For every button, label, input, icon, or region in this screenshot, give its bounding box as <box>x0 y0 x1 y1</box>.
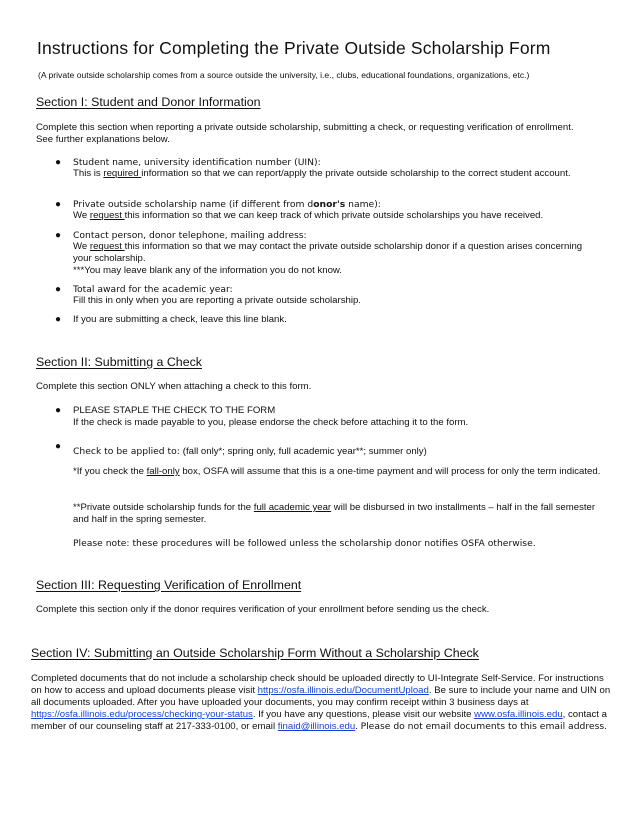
item-title: PLEASE STAPLE THE CHECK TO THE FORM <box>73 405 276 416</box>
item-body: We request this information so that we may contact the private outside scholarship donor if a question arises concerning your scholarship. <box>73 241 583 264</box>
section-1-item-total-award <box>73 284 603 307</box>
section-2-note-full-year: **Private outside scholarship funds for the full academic year will be disbursed in two installments – half in the fall semester and half in the spring semester. <box>73 502 596 525</box>
section-1-item-contact <box>73 230 603 277</box>
website-link[interactable]: www.osfa.illinois.edu <box>474 709 563 720</box>
item-body: We request this information so that we can keep track of which private outside scholarships you have received. <box>73 210 544 221</box>
section-2-item-staple <box>73 405 603 429</box>
bullet-icon: ● <box>55 441 62 452</box>
item-title: Student name, university identification number (UIN): <box>73 157 321 168</box>
bullet-icon: ● <box>55 157 62 168</box>
item-body: If the check is made payable to you, please endorse the check before attaching it to the form. <box>73 417 469 428</box>
section-1-item-scholarship-name <box>73 199 603 222</box>
item-title: Contact person, donor telephone, mailing address: <box>73 230 307 241</box>
checking-status-link[interactable]: https://osfa.illinois.edu/process/checking-your-status <box>31 709 253 720</box>
section-4-body: Completed documents that do not include a scholarship check should be uploaded directly to UI-Integrate Self-Service. For instructions on how to access and upload documents please visit https://osfa.illinois.edu/DocumentUpload. Be sure to include your name and UIN on all documents uploaded. After you have uploaded your documents, you may confirm receipt within 3 business days at https://osfa.illinois.edu/process/checking-your-status. If you have any questions, please visit our website www.osfa.illinois.edu, contact a member of our counseling staff at 217-333-0100, or email finaid@illinois.edu. Please do not email documents to this email address. <box>31 673 611 732</box>
email-link[interactable]: finaid@illinois.edu <box>277 721 356 732</box>
section-3-heading: Section III: Requesting Verification of Enrollment <box>36 578 302 592</box>
section-1-item-student <box>73 157 603 180</box>
item-title: Total award for the academic year: <box>73 284 233 295</box>
bullet-icon: ● <box>55 314 62 325</box>
bullet-icon: ● <box>55 405 62 416</box>
section-1-item-check-note: If you are submitting a check, leave this line blank. <box>73 314 287 325</box>
section-1-intro: Complete this section when reporting a private outside scholarship, submitting a check, or requesting verification of enrollment. See further explanations below. <box>36 122 574 145</box>
section-4-heading: Section IV: Submitting an Outside Scholarship Form Without a Scholarship Check <box>31 646 479 660</box>
document-upload-link[interactable]: https://osfa.illinois.edu/DocumentUpload <box>257 685 429 696</box>
page-title: Instructions for Completing the Private Outside Scholarship Form <box>37 38 551 58</box>
section-2-note-procedures: Please note: these procedures will be followed unless the scholarship donor notifies OSFA otherwise. <box>73 538 536 549</box>
item-title: Private outside scholarship name (if different from donor's name): <box>73 199 381 210</box>
item-body: This is required information so that we can report/apply the private outside scholarship to the correct student account. <box>73 168 571 179</box>
section-3-intro: Complete this section only if the donor requires verification of your enrollment before sending us the check. <box>36 604 490 615</box>
section-2-note-fall-only: *If you check the fall-only box, OSFA will assume that this is a one-time payment and will process for only the term indicated. <box>73 466 601 477</box>
page-subtitle: (A private outside scholarship comes from a source outside the university, i.e., clubs, educational foundations, organizations, etc.) <box>38 70 530 80</box>
bullet-icon: ● <box>55 284 62 295</box>
section-2-intro: Complete this section ONLY when attaching a check to this form. <box>36 381 312 392</box>
section-2-item-applied-to: Check to be applied to: (fall only*; spring only, full academic year**; summer only) <box>73 446 427 457</box>
bullet-icon: ● <box>55 199 62 210</box>
section-2-heading: Section II: Submitting a Check <box>36 355 202 369</box>
item-note: ***You may leave blank any of the information you do not know. <box>73 265 342 276</box>
item-body: Fill this in only when you are reporting a private outside scholarship. <box>73 295 361 306</box>
section-1-heading: Section I: Student and Donor Information <box>36 95 261 109</box>
bullet-icon: ● <box>55 230 62 241</box>
